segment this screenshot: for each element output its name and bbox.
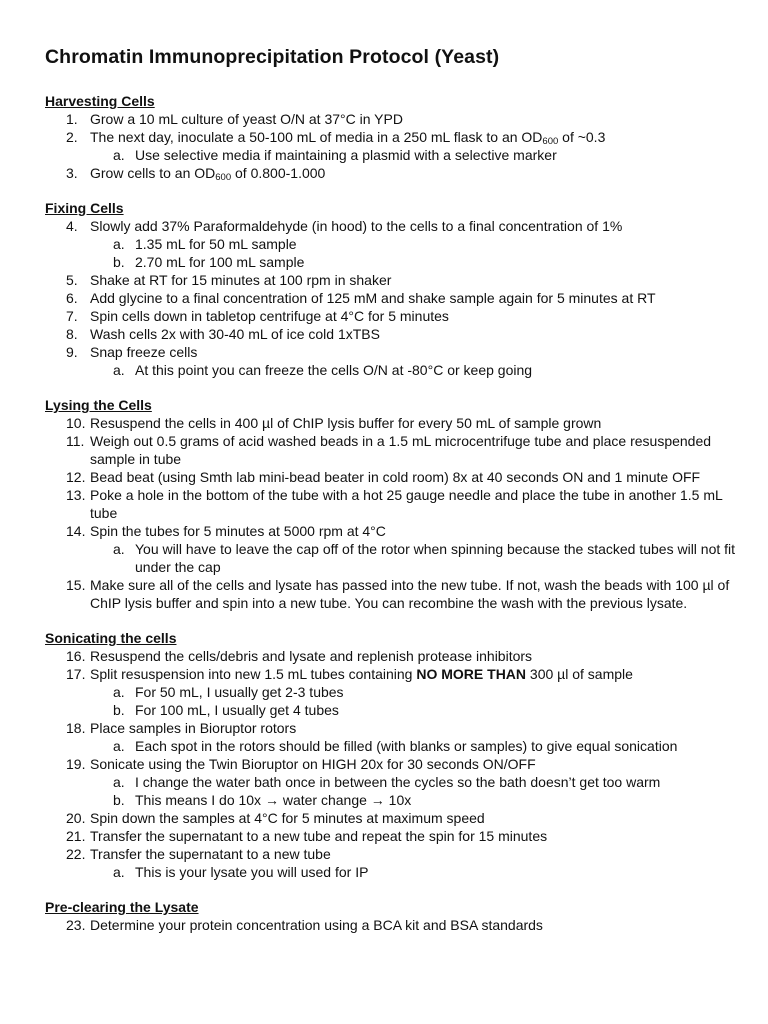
section-title: Pre-clearing the Lysate: [45, 899, 199, 915]
step-item: [45, 271, 745, 289]
subscript-text: 600: [542, 136, 559, 147]
section-title: Fixing Cells: [45, 200, 124, 216]
step-item: [45, 916, 745, 934]
step-number: 5.: [66, 272, 78, 288]
step-text: Determine your protein concentration using a BCA kit and BSA standards: [90, 917, 543, 933]
protocol-section: [45, 396, 745, 612]
substep-text: This means I do 10x → water change → 10x: [135, 792, 412, 808]
substep-list: [90, 235, 745, 271]
step-text: Grow cells to an OD600 of 0.800-1.000: [90, 165, 326, 183]
step-number: 3.: [66, 165, 78, 181]
step-number: 7.: [66, 308, 78, 324]
substep-item: [45, 540, 745, 576]
step-number: 12.: [66, 469, 86, 485]
step-number: 14.: [66, 523, 86, 539]
substep-letter: a.: [113, 774, 125, 790]
step-item: [45, 809, 745, 827]
substep-list: [90, 737, 745, 755]
substep-letter: a.: [113, 541, 125, 557]
step-number: 13.: [66, 487, 86, 503]
section-title: Harvesting Cells: [45, 93, 155, 109]
step-text: Resuspend the cells/debris and lysate and replenish protease inhibitors: [90, 648, 533, 664]
section-title: Sonicating the cells: [45, 630, 177, 646]
step-item: [45, 719, 745, 755]
step-item: [45, 522, 745, 576]
substep-item: [45, 683, 745, 701]
step-text: Make sure all of the cells and lysate has passed into the new tube. If not, wash the beads with 100 µl of ChIP lysis buffer and spin into a new tube. You can recombine the wash with the previous lysate.: [90, 577, 730, 611]
step-text: Weigh out 0.5 grams of acid washed beads in a 1.5 mL microcentrifuge tube and place resuspended sample in tube: [90, 433, 712, 467]
substep-text: 1.35 mL for 50 mL sample: [135, 236, 297, 252]
step-number: 2.: [66, 129, 78, 145]
step-item: [45, 576, 745, 612]
step-text: Snap freeze cells: [90, 344, 198, 360]
step-item: [45, 845, 745, 881]
step-number: 9.: [66, 344, 78, 360]
step-number: 23.: [66, 917, 86, 933]
step-text: The next day, inoculate a 50-100 mL of media in a 250 mL flask to an OD600 of ~0.3: [90, 129, 606, 147]
step-text: Poke a hole in the bottom of the tube with a hot 25 gauge needle and place the tube in another 1.5 mL tube: [90, 487, 723, 521]
document: [45, 45, 745, 951]
step-item: [45, 486, 745, 522]
protocol-section: [45, 629, 745, 881]
substep-item: [45, 863, 745, 881]
step-number: 21.: [66, 828, 86, 844]
step-number: 18.: [66, 720, 86, 736]
substep-item: [45, 253, 745, 271]
substep-text: Each spot in the rotors should be filled (with blanks or samples) to give equal sonication: [135, 738, 678, 754]
step-text: Transfer the supernatant to a new tube and repeat the spin for 15 minutes: [90, 828, 548, 844]
step-item: [45, 128, 745, 164]
substep-text: This is your lysate you will used for IP: [135, 864, 369, 880]
step-item: [45, 217, 745, 271]
step-item: [45, 414, 745, 432]
step-item: [45, 325, 745, 343]
substep-list: [90, 146, 745, 164]
subscript-text: 600: [215, 172, 232, 183]
substep-letter: a.: [113, 864, 125, 880]
substep-text: 2.70 mL for 100 mL sample: [135, 254, 305, 270]
step-text: Resuspend the cells in 400 µl of ChIP lysis buffer for every 50 mL of sample grown: [90, 415, 602, 431]
step-text: Bead beat (using Smth lab mini-bead beater in cold room) 8x at 40 seconds ON and 1 minute OFF: [90, 469, 701, 485]
bold-text: NO MORE THAN: [416, 666, 527, 682]
step-number: 4.: [66, 218, 78, 234]
step-item: [45, 307, 745, 325]
step-text: Grow a 10 mL culture of yeast O/N at 37°C in YPD: [90, 111, 403, 127]
protocol-section: [45, 199, 745, 379]
step-text: Split resuspension into new 1.5 mL tubes containing NO MORE THAN 300 µl of sample: [90, 666, 633, 682]
substep-item: [45, 235, 745, 253]
step-number: 22.: [66, 846, 86, 862]
step-number: 11.: [66, 433, 85, 449]
substep-letter: b.: [113, 702, 125, 718]
substep-item: [45, 791, 745, 809]
section-title: Lysing the Cells: [45, 397, 152, 413]
substep-letter: a.: [113, 147, 125, 163]
substep-list: [90, 361, 745, 379]
substep-text: I change the water bath once in between the cycles so the bath doesn’t get too warm: [135, 774, 661, 790]
protocol-section: [45, 898, 745, 934]
step-item: [45, 289, 745, 307]
substep-item: [45, 146, 745, 164]
step-text: Spin cells down in tabletop centrifuge at 4°C for 5 minutes: [90, 308, 449, 324]
step-item: [45, 432, 745, 468]
substep-letter: b.: [113, 254, 125, 270]
step-text: Slowly add 37% Paraformaldehyde (in hood) to the cells to a final concentration of 1%: [90, 218, 623, 234]
step-list: [45, 217, 745, 379]
step-item: [45, 827, 745, 845]
step-list: [45, 647, 745, 881]
step-number: 16.: [66, 648, 86, 664]
step-list: [45, 414, 745, 612]
step-number: 17.: [66, 666, 86, 682]
step-list: [45, 110, 745, 182]
step-text: Add glycine to a final concentration of 125 mM and shake sample again for 5 minutes at RT: [90, 290, 656, 306]
step-item: [45, 110, 745, 128]
step-number: 6.: [66, 290, 78, 306]
step-item: [45, 755, 745, 809]
substep-text: Use selective media if maintaining a plasmid with a selective marker: [135, 147, 557, 163]
step-item: [45, 665, 745, 719]
step-number: 15.: [66, 577, 86, 593]
step-list: [45, 916, 745, 934]
step-text: Spin down the samples at 4°C for 5 minutes at maximum speed: [90, 810, 485, 826]
substep-text: For 100 mL, I usually get 4 tubes: [135, 702, 339, 718]
substep-letter: a.: [113, 236, 125, 252]
protocol-section: [45, 92, 745, 182]
substep-list: [90, 773, 745, 809]
step-item: [45, 468, 745, 486]
substep-list: [90, 863, 745, 881]
protocol-sections: [45, 92, 745, 934]
document-title: Chromatin Immunoprecipitation Protocol (Yeast): [45, 46, 500, 68]
substep-item: [45, 737, 745, 755]
step-number: 19.: [66, 756, 86, 772]
substep-letter: a.: [113, 684, 125, 700]
substep-item: [45, 701, 745, 719]
step-number: 8.: [66, 326, 78, 342]
substep-list: [90, 683, 745, 719]
step-item: [45, 647, 745, 665]
step-item: [45, 164, 745, 182]
step-text: Shake at RT for 15 minutes at 100 rpm in shaker: [90, 272, 392, 288]
substep-text: You will have to leave the cap off of the rotor when spinning because the stacked tubes will not fit under the cap: [135, 541, 736, 575]
substep-letter: a.: [113, 738, 125, 754]
step-text: Place samples in Bioruptor rotors: [90, 720, 297, 736]
substep-list: [90, 540, 745, 576]
step-number: 10.: [66, 415, 86, 431]
substep-text: For 50 mL, I usually get 2-3 tubes: [135, 684, 344, 700]
step-number: 20.: [66, 810, 86, 826]
substep-text: At this point you can freeze the cells O/N at -80°C or keep going: [135, 362, 533, 378]
substep-item: [45, 361, 745, 379]
substep-item: [45, 773, 745, 791]
substep-letter: b.: [113, 792, 125, 808]
step-text: Wash cells 2x with 30-40 mL of ice cold 1xTBS: [90, 326, 380, 342]
step-text: Transfer the supernatant to a new tube: [90, 846, 331, 862]
step-item: [45, 343, 745, 379]
step-number: 1.: [66, 111, 78, 127]
step-text: Sonicate using the Twin Bioruptor on HIGH 20x for 30 seconds ON/OFF: [90, 756, 536, 772]
step-text: Spin the tubes for 5 minutes at 5000 rpm at 4°C: [90, 523, 386, 539]
substep-letter: a.: [113, 362, 125, 378]
